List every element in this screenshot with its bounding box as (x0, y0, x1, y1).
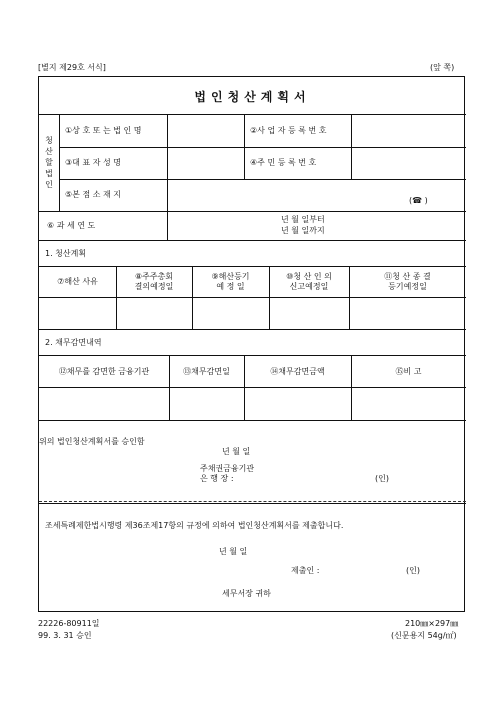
plan-completion-cell[interactable] (350, 298, 465, 328)
representative-input[interactable] (168, 148, 243, 178)
plan-col-reason: ⑦해산 사유 (57, 277, 98, 286)
form-number: [별지 제29호 서식] (38, 63, 106, 72)
debt-date-cell[interactable] (170, 388, 243, 419)
tax-office-addressee: 세무서장 귀하 (222, 589, 271, 598)
page-side-label: (앞 쪽) (430, 63, 455, 72)
plan-col-completion-line1: ⑪청 산 종 결 (384, 272, 431, 281)
footer-paper-type: (신문용지 54g/㎡) (391, 631, 457, 640)
approval-seal: (인) (375, 474, 389, 483)
tax-year-from[interactable]: 년 월 일부터 (281, 215, 325, 224)
address-label: ⑤본 점 소 재 지 (65, 190, 121, 199)
debt-remarks-cell[interactable] (352, 388, 465, 419)
resident-reg-no-label: ④주 민 등 록 번 호 (250, 158, 317, 167)
liquidation-plan-form (38, 76, 465, 612)
submission-text: 조세특례제한법시행령 제36조제17항의 규정에 의하여 법인청산계획서를 제출합니다. (45, 521, 344, 530)
plan-heading: 1. 청산계획 (45, 249, 87, 258)
tax-year-to[interactable]: 년 월 일까지 (281, 226, 325, 235)
footer-approval-date: 99. 3. 31 승인 (38, 631, 92, 640)
approval-bank-label: 은 행 장 : (200, 474, 234, 483)
plan-col-liquidator-line1: ⑩청 산 인 의 (286, 272, 332, 281)
debt-col-remarks: ⑮비 고 (395, 367, 422, 376)
resident-reg-no-input[interactable] (352, 148, 465, 178)
debt-col-amount: ⑭채무감면금액 (270, 367, 325, 376)
approval-text: 위의 법인청산계획서를 승인함 (39, 437, 145, 446)
tax-year-label: ⑥ 과 세 연 도 (47, 221, 96, 230)
submitter-label: 제출인 : (291, 566, 320, 575)
plan-col-dissolution-line2: 예 정 일 (216, 282, 245, 291)
footer-form-code: 22226-80911일 (38, 619, 100, 628)
plan-col-dissolution-line1: ⑨해산등기 (211, 272, 250, 281)
plan-col-meeting-line2: 결의예정일 (134, 282, 174, 291)
business-reg-no-label: ②사 업 자 등 록 번 호 (250, 126, 327, 135)
approval-date[interactable]: 년 월 일 (222, 447, 251, 456)
company-name-label: ①상 호 또 는 법 인 명 (65, 126, 142, 135)
form-title: 법인청산계획서 (194, 90, 311, 104)
plan-col-liquidator-line2: 신고예정일 (289, 282, 329, 291)
submission-seal: (인) (406, 566, 420, 575)
plan-col-meeting-line1: ⑧주주총회 (134, 272, 174, 281)
plan-dissolution-cell[interactable] (193, 298, 268, 328)
plan-reason-cell[interactable] (40, 298, 115, 328)
debt-col-date: ⑬채무감면일 (183, 367, 230, 376)
approval-creditor-label: 주채권금융기관 (200, 464, 255, 473)
plan-col-completion-line2: 등기예정일 (388, 282, 427, 291)
business-reg-no-input[interactable] (352, 115, 465, 146)
plan-meeting-cell[interactable] (117, 298, 191, 328)
company-name-input[interactable] (168, 115, 243, 146)
footer-paper-size: 210㎜×297㎜ (405, 619, 459, 628)
debt-amount-cell[interactable] (245, 388, 350, 419)
phone-label: (☎ ) (409, 196, 428, 205)
debt-institution-cell[interactable] (40, 388, 168, 419)
representative-label: ③대 표 자 성 명 (65, 158, 121, 167)
debt-heading: 2. 채무감면내역 (45, 338, 102, 347)
address-input[interactable] (168, 180, 408, 210)
debt-col-institution: ⑫채무를 감면한 금융기관 (58, 367, 150, 376)
section-label-liquidating-corp: 청산할법인 (45, 136, 53, 189)
submission-date[interactable]: 년 월 일 (219, 547, 248, 556)
plan-liquidator-cell[interactable] (270, 298, 348, 328)
